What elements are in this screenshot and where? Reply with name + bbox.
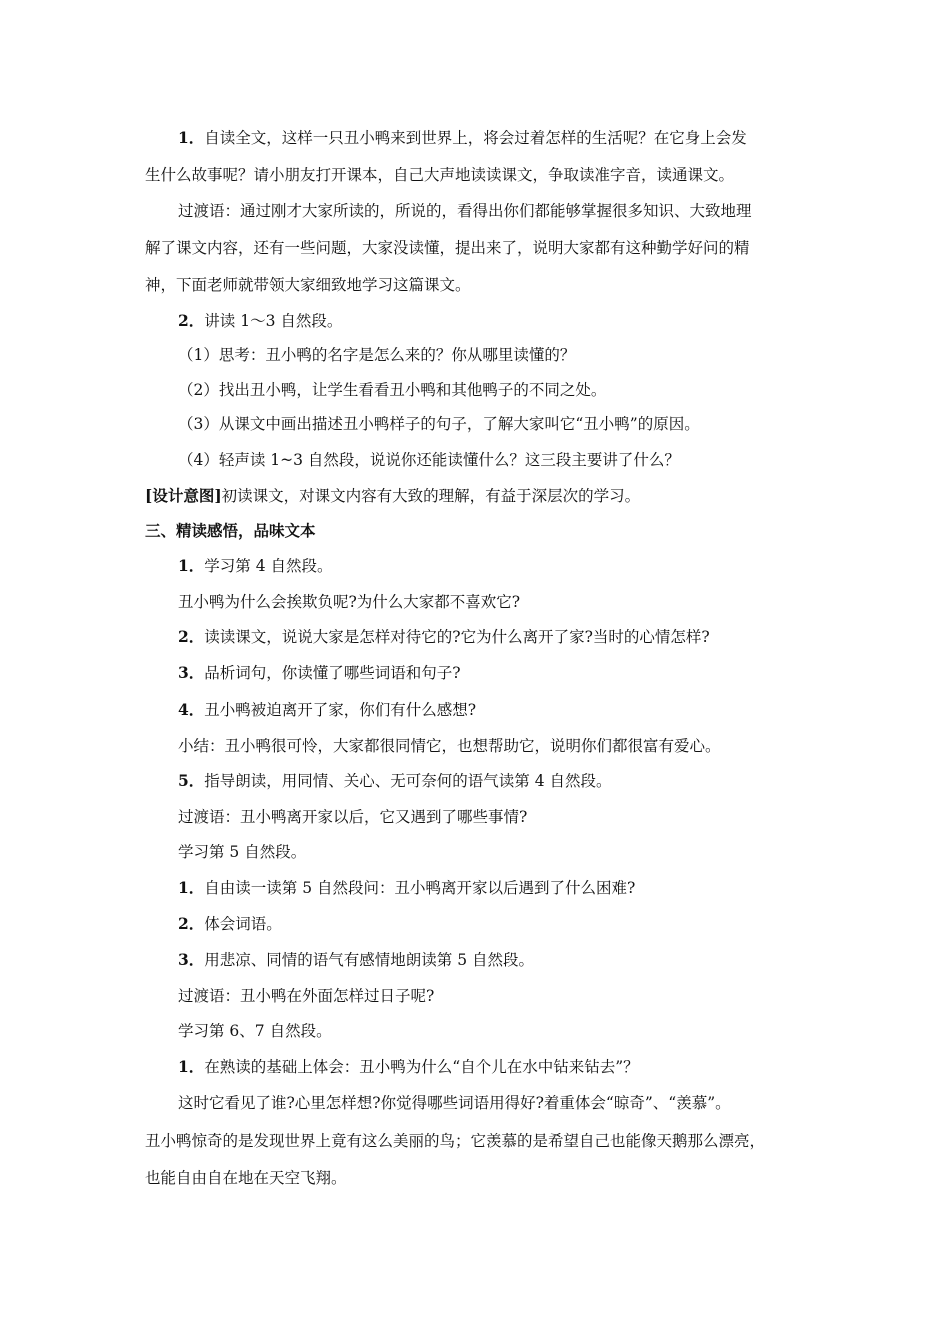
line-text: 生什么故事呢？请小朋友打开课本，自己大声地读读课文，争取读准字音，读通课文。 bbox=[145, 166, 735, 184]
line-text: （1）思考：丑小鸭的名字是怎么来的？你从哪里读懂的？ bbox=[178, 346, 576, 364]
line-text: 过渡语：丑小鸭在外面怎样过日子呢? bbox=[178, 987, 435, 1005]
line-text: 这时它看见了谁?心里怎样想?你觉得哪些词语用得好?着重体会“晾奇”、“羡慕”。 bbox=[178, 1094, 731, 1112]
line-text: 学习第 4 自然段。 bbox=[204, 557, 333, 575]
line-text: 过渡语：丑小鸭离开家以后，它又遇到了哪些事情? bbox=[178, 808, 528, 826]
paragraph-line bbox=[178, 201, 752, 221]
design-intent-line bbox=[145, 486, 640, 506]
line-text: （3）从课文中画出描述丑小鸭样子的句子，了解大家叫它“丑小鸭”的原因。 bbox=[178, 415, 700, 433]
list-number: 1． bbox=[178, 878, 205, 897]
paragraph-line bbox=[178, 771, 612, 791]
line-text: 读读课文，说说大家是怎样对待它的?它为什么离开了家?当时的心情怎样? bbox=[204, 628, 710, 646]
line-text: 讲读 1～3 自然段。 bbox=[204, 312, 343, 330]
line-text: 体会词语。 bbox=[204, 915, 282, 933]
paragraph-line bbox=[178, 842, 306, 862]
paragraph-line bbox=[178, 986, 434, 1006]
design-intent-label: [设计意图] bbox=[145, 486, 222, 505]
list-number: 3． bbox=[178, 663, 205, 682]
list-number: 3． bbox=[178, 950, 205, 969]
line-text: 指导朗读，用同情、关心、无可奈何的语气读第 4 自然段。 bbox=[204, 772, 612, 790]
line-text: 自由读一读第 5 自然段问：丑小鸭离开家以后遇到了什么困难? bbox=[204, 879, 636, 897]
section-heading bbox=[145, 521, 316, 541]
paragraph-line bbox=[178, 807, 527, 827]
paragraph-line bbox=[178, 311, 342, 331]
list-number: 2． bbox=[178, 311, 205, 330]
paragraph-line bbox=[178, 414, 700, 434]
paragraph-line bbox=[178, 128, 747, 148]
paragraph-line bbox=[178, 700, 476, 720]
paragraph-line bbox=[145, 238, 750, 258]
paragraph-line bbox=[145, 165, 734, 185]
paragraph-line bbox=[145, 275, 471, 295]
line-text: 用悲凉、同情的语气有感情地朗读第 5 自然段。 bbox=[204, 951, 535, 969]
line-text: 丑小鸭惊奇的是发现世界上竟有这么美丽的鸟；它羡慕的是希望自己也能像天鹅那么漂亮， bbox=[145, 1132, 766, 1150]
line-text: 品析词句，你读懂了哪些词语和句子? bbox=[204, 664, 461, 682]
line-text: 解了课文内容，还有一些问题，大家没读懂，提出来了，说明大家都有这种勤学好问的精 bbox=[145, 239, 750, 257]
paragraph-line bbox=[178, 914, 282, 934]
line-text: 在熟读的基础上体会：丑小鸭为什么“自个儿在水中钻来钻去”？ bbox=[204, 1058, 639, 1076]
paragraph-line bbox=[145, 1131, 765, 1151]
paragraph-line bbox=[178, 663, 461, 683]
list-number: 5． bbox=[178, 771, 205, 790]
list-number: 2． bbox=[178, 627, 205, 646]
paragraph-line bbox=[178, 736, 721, 756]
paragraph-line bbox=[178, 1093, 731, 1113]
line-text: 神，下面老师就带领大家细致地学习这篇课文。 bbox=[145, 276, 471, 294]
line-text: （2）找出丑小鸭，让学生看看丑小鸭和其他鸭子的不同之处。 bbox=[178, 381, 607, 399]
line-text: 也能自由自在地在天空飞翔。 bbox=[145, 1169, 347, 1187]
list-number: 1． bbox=[178, 556, 205, 575]
paragraph-line bbox=[178, 950, 534, 970]
line-text: 过渡语：通过刚才大家所读的，所说的，看得出你们都能够掌握很多知识、大致地理 bbox=[178, 202, 752, 220]
paragraph-line bbox=[178, 450, 680, 470]
line-text: 初读课文，对课文内容有大致的理解，有益于深层次的学习。 bbox=[221, 487, 641, 505]
paragraph-line bbox=[178, 878, 635, 898]
list-number: 4． bbox=[178, 700, 205, 719]
line-text: 自读全文，这样一只丑小鸭来到世界上，将会过着怎样的生活呢？在它身上会发 bbox=[204, 129, 747, 147]
section-heading-text: 三、精读感悟，品味文本 bbox=[145, 521, 316, 540]
paragraph-line bbox=[145, 1168, 347, 1188]
paragraph-line bbox=[178, 592, 520, 612]
list-number: 1． bbox=[178, 128, 205, 147]
line-text: 学习第 5 自然段。 bbox=[178, 843, 307, 861]
line-text: （4）轻声读 1~3 自然段，说说你还能读懂什么？这三段主要讲了什么？ bbox=[178, 451, 680, 469]
paragraph-line bbox=[178, 345, 575, 365]
line-text: 小结：丑小鸭很可怜，大家都很同情它，也想帮助它，说明你们都很富有爱心。 bbox=[178, 737, 721, 755]
list-number: 2． bbox=[178, 914, 205, 933]
paragraph-line bbox=[178, 380, 606, 400]
list-number: 1． bbox=[178, 1057, 205, 1076]
paragraph-line bbox=[178, 1057, 639, 1077]
line-text: 学习第 6、7 自然段。 bbox=[178, 1022, 332, 1040]
paragraph-line bbox=[178, 1021, 332, 1041]
line-text: 丑小鸭被迫离开了家，你们有什么感想? bbox=[204, 701, 477, 719]
line-text: 丑小鸭为什么会挨欺负呢?为什么大家都不喜欢它? bbox=[178, 593, 521, 611]
paragraph-line bbox=[178, 627, 710, 647]
paragraph-line bbox=[178, 556, 333, 576]
